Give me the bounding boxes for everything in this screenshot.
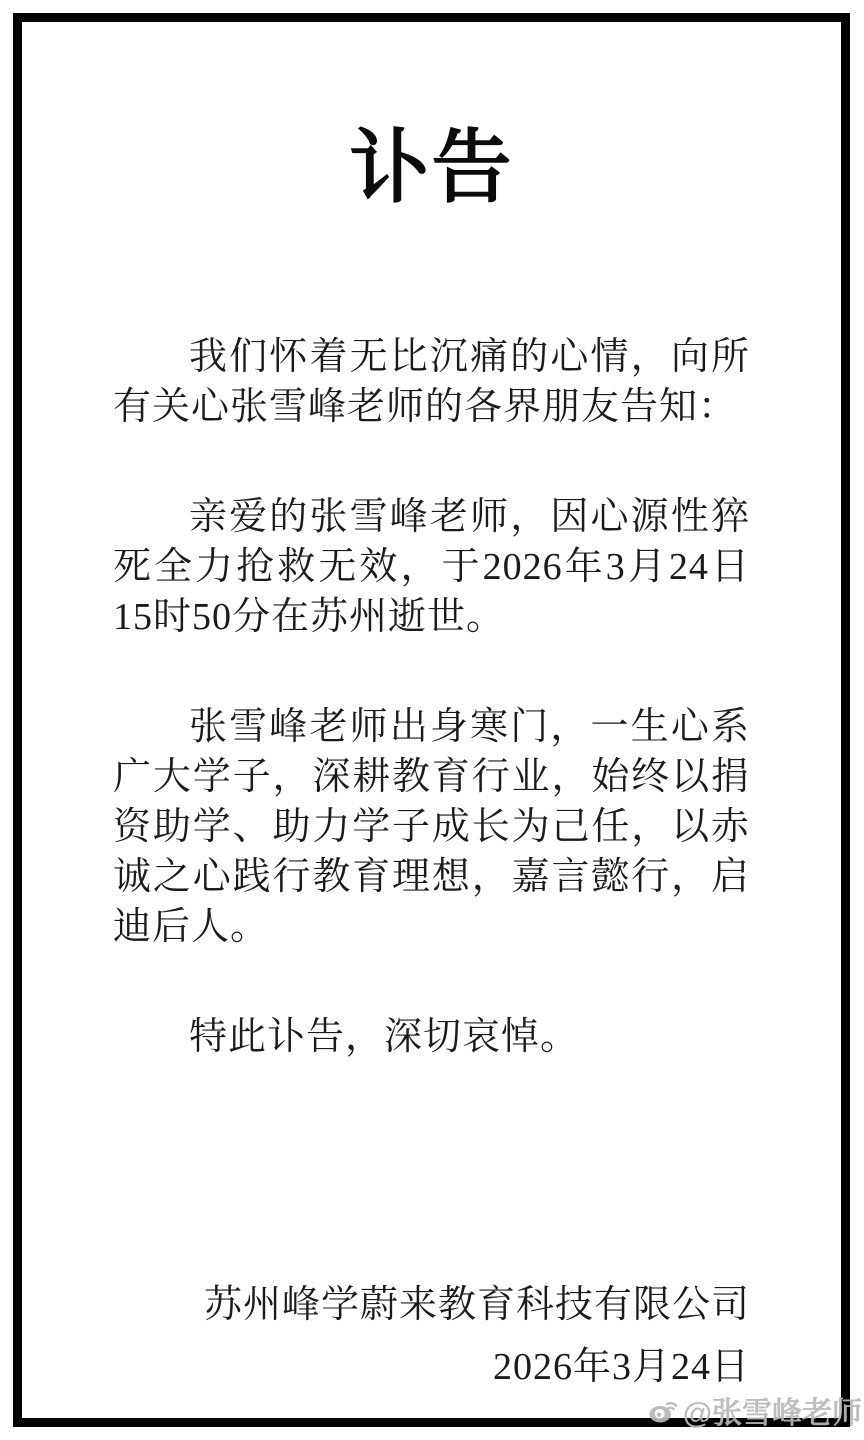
- signature-date: 2026年3月24日: [492, 1346, 750, 1388]
- paragraph-condolence-closing: 特此讣告，深切哀悼。: [189, 1016, 580, 1058]
- paragraph-biography-tribute: 张雪峰老师出身寒门，一生心系广大学子，深耕教育行业，始终以捐资助学、助力学子成长为己任，以赤诚之心践行教育理想，嘉言懿行，启迪后人。: [113, 706, 750, 948]
- paragraph-death-notice: 亲爱的张雪峰老师，因心源性猝死全力抢救无效，于2026年3月24日15时50分在苏州逝世。: [113, 496, 750, 638]
- watermark-text: @张雪峰老师: [682, 1397, 862, 1430]
- signature-block: [113, 1274, 750, 1398]
- weibo-icon: [648, 1395, 678, 1425]
- paragraph-announcement-intro: 我们怀着无比沉痛的心情，向所有关心张雪峰老师的各界朋友告知：: [113, 336, 750, 428]
- obituary-body: [113, 332, 750, 1062]
- page-title: 讣告: [349, 123, 514, 212]
- weibo-watermark: [648, 1388, 862, 1432]
- document-border-frame: [13, 13, 850, 1427]
- signature-organization: 苏州峰学蔚来教育科技有限公司: [203, 1284, 750, 1326]
